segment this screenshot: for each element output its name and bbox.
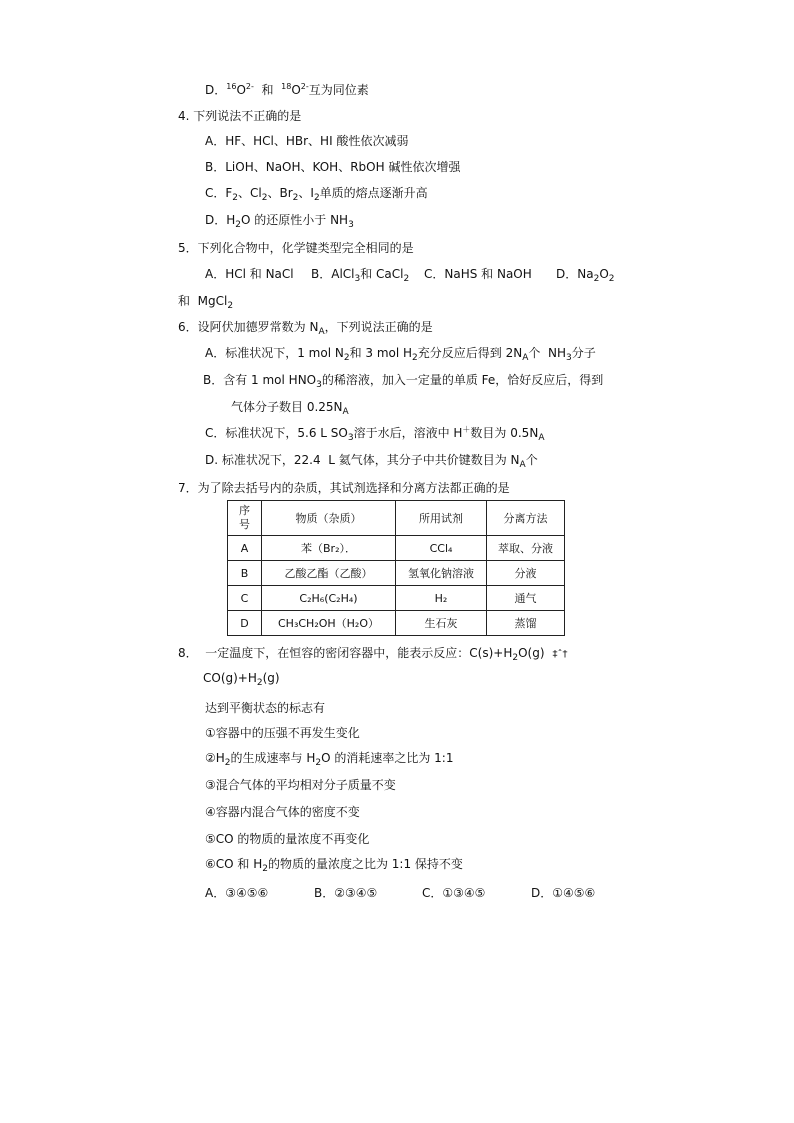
q6-a-sub: 2 bbox=[412, 353, 418, 363]
q8-item-5: ⑤CO 的物质的量浓度不再变化 bbox=[205, 832, 370, 846]
q8-stem-text: 8． 一定温度下，在恒容的密闭容器中，能表示反应：C(s)+H bbox=[178, 646, 513, 660]
header-cell: 所用试剂 bbox=[396, 501, 487, 536]
q8-stem-text2: O(g) bbox=[518, 646, 545, 660]
q8-item-3: ③混合气体的平均相对分子质量不变 bbox=[205, 778, 396, 792]
table-cell-method: 蒸馏 bbox=[487, 611, 565, 636]
q4-option-d bbox=[205, 212, 354, 228]
table-cell-method: 萃取、分液 bbox=[487, 536, 565, 561]
q4-c-sub: 2 bbox=[261, 193, 268, 203]
q7-table bbox=[227, 500, 565, 636]
q4-d-sub: 3 bbox=[348, 220, 354, 230]
q6-d-text: 个 bbox=[525, 453, 538, 467]
table-cell-substance: CH₃CH₂OH（H₂O） bbox=[262, 611, 396, 636]
q4-d-sub: 2 bbox=[235, 220, 241, 230]
q6-a-text: 分子 bbox=[571, 346, 596, 360]
q5-d-sub: 2 bbox=[608, 274, 615, 284]
q6-c-sup: ＋ bbox=[462, 425, 471, 434]
q5-d-na: D．Na bbox=[556, 267, 594, 281]
q6-d-sub: A bbox=[519, 460, 526, 470]
table-cell-reagent: CCl₄ bbox=[396, 536, 487, 561]
q8-cont-text: CO(g)+H bbox=[203, 671, 257, 685]
table-cell-substance: 乙酸乙酯（乙酸） bbox=[262, 561, 396, 586]
header-cell: 分离方法 bbox=[487, 501, 565, 536]
q3-d-prefix: D． bbox=[205, 83, 227, 97]
q8-item-4: ④容器内混合气体的密度不变 bbox=[205, 805, 360, 819]
table-cell-substance: 苯（Br₂）． bbox=[262, 536, 396, 561]
q3-d-mass-18: 18 bbox=[281, 82, 292, 91]
q4-c-sub: 2 bbox=[313, 193, 320, 203]
q8-cont-sub: 2 bbox=[256, 678, 263, 688]
q6-stem bbox=[178, 319, 433, 335]
q8-item-6 bbox=[205, 856, 463, 872]
q4-stem: 4. 下列说法不正确的是 bbox=[178, 109, 302, 123]
q8-option-c: C．①③④⑤ bbox=[422, 886, 486, 900]
q6-option-d bbox=[205, 452, 538, 468]
q8-i2-sub: 2 bbox=[224, 758, 231, 768]
q6-a-sub: 2 bbox=[343, 353, 350, 363]
q3-d-mass-16: 16 bbox=[226, 82, 237, 91]
q8-stem bbox=[178, 645, 568, 663]
q6-option-b bbox=[203, 372, 603, 388]
q4-c-sub: 2 bbox=[232, 193, 239, 203]
q4-c-sub: 2 bbox=[292, 193, 299, 203]
q6-option-b-cont bbox=[231, 399, 349, 415]
table-cell-id: A bbox=[228, 536, 262, 561]
table-cell-method: 通气 bbox=[487, 586, 565, 611]
q8-option-b: B．②③④⑤ bbox=[314, 886, 378, 900]
q8-cont-text2: (g) bbox=[262, 671, 280, 685]
q5-d-sub: 2 bbox=[593, 274, 600, 284]
header-cell: 序号 bbox=[228, 501, 262, 536]
q8-option-a: A．③④⑤⑥ bbox=[205, 886, 269, 900]
q5-d-sub: 2 bbox=[227, 301, 234, 311]
equilibrium-arrow-icon: ‡ˆ† bbox=[552, 649, 568, 660]
q4-option-c bbox=[205, 185, 428, 201]
table-row bbox=[228, 611, 565, 636]
q5-b-sub: 3 bbox=[354, 274, 361, 284]
q6-b-cont-text: 气体分子数目 0.25N bbox=[231, 400, 343, 414]
q5-b-cacl: 和 CaCl bbox=[360, 267, 404, 281]
q8-i6-sub: 2 bbox=[262, 864, 268, 874]
q6-c-sub: A bbox=[538, 433, 545, 443]
q6-option-a bbox=[205, 345, 596, 361]
q8-i2-text: 的生成速率与 H bbox=[230, 751, 316, 765]
q5-option-d bbox=[556, 266, 615, 282]
q8-i6-text: ⑥CO 和 H bbox=[205, 857, 263, 871]
q8-stem-sub: 2 bbox=[512, 653, 519, 663]
q6-b-cont-sub: A bbox=[342, 407, 349, 417]
q3-d-text: 互为同位素 bbox=[308, 83, 369, 97]
q6-d-text: D. 标准状况下，22.4 L 氦气体，其分子中共价键数目为 N bbox=[205, 453, 520, 467]
table-cell-reagent: 生石灰 bbox=[396, 611, 487, 636]
q6-c-text: C．标准状况下，5.6 L SO bbox=[205, 426, 348, 440]
q5-option-d-cont bbox=[178, 293, 233, 309]
q6-a-text: 个 NH bbox=[528, 346, 567, 360]
q3-d-charge1: 2- bbox=[245, 82, 254, 91]
table-header-row bbox=[228, 501, 565, 536]
q3-option-d bbox=[205, 82, 369, 98]
table-row bbox=[228, 586, 565, 611]
q8-option-d: D．①④⑤⑥ bbox=[531, 886, 596, 900]
q4-c-i: 、I bbox=[298, 186, 314, 200]
table-cell-id: D bbox=[228, 611, 262, 636]
q5-d-o: O bbox=[599, 267, 609, 281]
q4-option-b: B．LiOH、NaOH、KOH、RbOH 碱性依次增强 bbox=[205, 160, 461, 174]
q6-a-sub: A bbox=[522, 353, 529, 363]
table-cell-method: 分液 bbox=[487, 561, 565, 586]
q6-c-text: 溶于水后，溶液中 H bbox=[353, 426, 463, 440]
q5-stem: 5．下列化合物中，化学键类型完全相同的是 bbox=[178, 241, 414, 255]
q7-stem: 7．为了除去括号内的杂质，其试剂选择和分离方法都正确的是 bbox=[178, 481, 510, 495]
table-cell-substance: C₂H₆(C₂H₄) bbox=[262, 586, 396, 611]
q6-a-sub: 3 bbox=[566, 353, 572, 363]
q6-c-text: 数目为 0.5N bbox=[470, 426, 539, 440]
table-cell-id: C bbox=[228, 586, 262, 611]
q5-option-a: A．HCl 和 NaCl bbox=[205, 267, 294, 281]
q3-d-o2: O bbox=[291, 83, 301, 97]
q4-c-f: C．F bbox=[205, 186, 233, 200]
q8-item-1: ①容器中的压强不再发生变化 bbox=[205, 726, 360, 740]
q4-c-cl: 、Cl bbox=[238, 186, 262, 200]
table-row bbox=[228, 536, 565, 561]
table-row bbox=[228, 561, 565, 586]
q6-stem-text: 6．设阿伏加德罗常数为 N bbox=[178, 320, 319, 334]
q6-option-c bbox=[205, 425, 544, 441]
q8-lead: 达到平衡状态的标志有 bbox=[205, 701, 326, 715]
q6-c-sub: 3 bbox=[347, 433, 354, 443]
q6-b-sub: 3 bbox=[316, 380, 322, 390]
table-cell-reagent: H₂ bbox=[396, 586, 487, 611]
q6-b-text: 的稀溶液，加入一定量的单质 Fe，恰好反应后，得到 bbox=[321, 373, 604, 387]
q8-i6-text: 的物质的量浓度之比为 1:1 保持不变 bbox=[267, 857, 463, 871]
q6-b-text: B．含有 1 mol HNO bbox=[203, 373, 317, 387]
q4-c-text: 单质的熔点逐渐升高 bbox=[319, 186, 428, 200]
table-cell-reagent: 氢氧化钠溶液 bbox=[396, 561, 487, 586]
q6-a-text: A．标准状况下，1 mol N bbox=[205, 346, 344, 360]
q6-a-text: 和 3 mol H bbox=[349, 346, 413, 360]
q4-d-text: O 的还原性小于 NH bbox=[241, 213, 349, 227]
q4-option-a: A．HF、HCl、HBr、HI 酸性依次减弱 bbox=[205, 134, 409, 148]
q3-d-charge2: 2- bbox=[300, 82, 309, 91]
q5-b-sub: 2 bbox=[403, 274, 410, 284]
q8-i2-sub: 2 bbox=[315, 758, 322, 768]
q6-stem-sub: A bbox=[318, 327, 325, 337]
q5-d-mgcl: 和 MgCl bbox=[178, 294, 228, 308]
q8-i2-text: ②H bbox=[205, 751, 225, 765]
q6-a-text: 充分反应后得到 2N bbox=[417, 346, 523, 360]
q8-i2-text: O 的消耗速率之比为 1:1 bbox=[321, 751, 454, 765]
q4-c-br: 、Br bbox=[267, 186, 293, 200]
header-cell: 物质（杂质） bbox=[262, 501, 396, 536]
q6-stem-text2: ，下列说法正确的是 bbox=[324, 320, 433, 334]
q5-b-alcl: B．AlCl bbox=[311, 267, 355, 281]
table-cell-id: B bbox=[228, 561, 262, 586]
q5-option-b bbox=[311, 266, 409, 282]
q3-d-o1: O bbox=[236, 83, 246, 97]
q3-d-and: 和 bbox=[253, 83, 282, 97]
q5-option-c: C．NaHS 和 NaOH bbox=[424, 267, 532, 281]
q4-d-h: D．H bbox=[205, 213, 236, 227]
q8-item-2 bbox=[205, 750, 453, 766]
q8-stem-cont bbox=[203, 670, 280, 686]
